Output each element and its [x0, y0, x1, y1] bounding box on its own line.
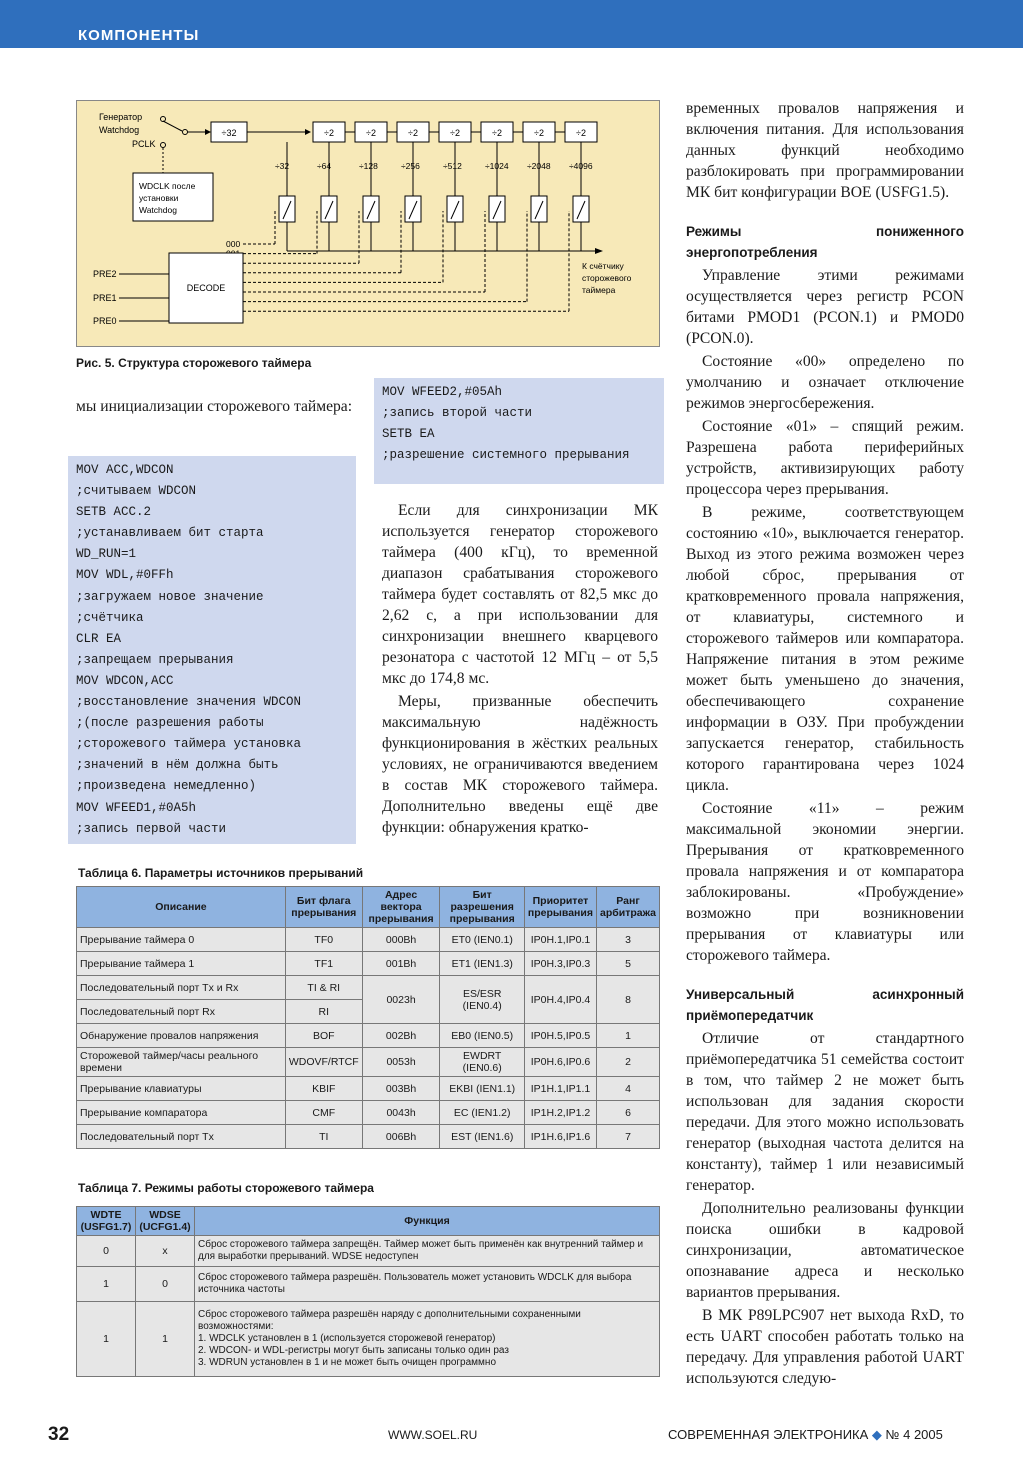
- t6-header: Адрес вектора прерывания: [362, 887, 440, 928]
- t7-cell: 1: [136, 1302, 195, 1377]
- code-line: WD_RUN=1: [76, 547, 137, 562]
- t7-cell: Сброс сторожевого таймера разрешён. Пользователь может установить WDCLK для выбора источника частоты: [195, 1267, 660, 1302]
- wdclk-label-2: установки: [139, 193, 179, 203]
- col3-p7: Дополнительно реализованы функции поиска ошибки в кадровой синхронизации, автоматическое опознавание адреса и несколько вариантов прерывания.: [686, 1200, 964, 1301]
- t6-cell: Прерывание таймера 0: [77, 928, 286, 952]
- issue-number: № 4: [885, 1427, 911, 1442]
- t6-header: Приоритет прерывания: [524, 887, 596, 928]
- col3-p2: Состояние «00» определено по умолчанию и означает отключение режимов энергосбережения.: [686, 353, 964, 412]
- code-line: ;считываем WDCON: [76, 484, 197, 499]
- t6-cell: KBIF: [285, 1077, 362, 1101]
- tap-label: ÷512: [443, 161, 462, 171]
- col3-p8: В МК P89LPC907 нет выхода RxD, то есть UART способен работать только на передачу. Для управления работой UART используются следую-: [686, 1307, 964, 1387]
- t6-header: Бит разрешения прерывания: [440, 887, 524, 928]
- col1-intro: мы инициализации сторожевого таймера:: [76, 398, 353, 415]
- watchdog-modes-table: [76, 1206, 660, 1377]
- code-line: ;произведена немедленно): [76, 779, 257, 794]
- tap-label: ÷64: [317, 161, 332, 171]
- table-row: [77, 1101, 660, 1125]
- pre1-label: PRE1: [93, 293, 117, 303]
- code-block-1: [68, 456, 356, 844]
- pclk-label: PCLK: [132, 139, 156, 149]
- col2-p2: Меры, призванные обеспечить максимальную надёжность функционирования в жёстких реальных условиях, не ограничиваются введением в состав МК сторожевого таймера. Дополнительно введены ещё две функции: обнаружения кратко-: [382, 693, 658, 836]
- out-label-1: К счётчику: [582, 261, 624, 271]
- t6-cell: RI: [285, 1000, 362, 1024]
- t6-cell: 001Bh: [362, 952, 440, 976]
- tap-label: ÷1024: [485, 161, 509, 171]
- t6-cell: EST (IEN1.6): [440, 1125, 524, 1149]
- t6-cell: 0043h: [362, 1101, 440, 1125]
- table-row: [77, 1125, 660, 1149]
- code-block-2: [374, 378, 664, 484]
- t6-cell: 006Bh: [362, 1125, 440, 1149]
- code-line: ;запись первой части: [76, 821, 227, 836]
- t6-cell: CMF: [285, 1101, 362, 1125]
- col3-p3: Состояние «01» – спящий режим. Разрешена работа периферийных устройств, активизирующих работу процессора через прерывания.: [686, 418, 964, 498]
- t6-cell: IP0H.5,IP0.5: [524, 1024, 596, 1048]
- t6-cell: IP0H.4,IP0.4: [524, 976, 596, 1024]
- divider-label: ÷2: [408, 128, 418, 138]
- t6-cell: EC (IEN1.2): [440, 1101, 524, 1125]
- wdclk-label-3: Watchdog: [139, 205, 177, 215]
- tap-label: ÷4096: [569, 161, 593, 171]
- section-title: КОМПОНЕНТЫ: [78, 27, 200, 44]
- t6-cell: 5: [597, 952, 660, 976]
- t6-cell: Прерывание таймера 1: [77, 952, 286, 976]
- t6-cell: 0053h: [362, 1048, 440, 1077]
- heading-low-power: Режимы пониженного энергопотребления: [686, 224, 964, 260]
- t6-cell: 0023h: [362, 976, 440, 1024]
- table-row: [77, 952, 660, 976]
- t6-cell: IP1H.6,IP1.6: [524, 1125, 596, 1149]
- interrupt-sources-table: [76, 886, 660, 1149]
- t6-cell: EB0 (IEN0.5): [440, 1024, 524, 1048]
- col3-p1: Управление этими режимами осуществляется через регистр PCON битами PMOD1 (PCON.1) и PMOD0 (PCON.0).: [686, 267, 964, 347]
- t6-cell: EKBI (IEN1.1): [440, 1077, 524, 1101]
- t6-cell: Последовательный порт Tx и Rx: [77, 976, 286, 1000]
- code-line: ;сторожевого таймера установка: [76, 737, 302, 752]
- t6-cell: IP0H.3,IP0.3: [524, 952, 596, 976]
- t6-header: Описание: [77, 887, 286, 928]
- t6-cell: TF0: [285, 928, 362, 952]
- code-line: ;(после разрешения работы: [76, 716, 264, 731]
- code-line: SETB ACC.2: [76, 505, 152, 520]
- t6-cell: IP0H.1,IP0.1: [524, 928, 596, 952]
- code-label: 000: [226, 239, 241, 249]
- site-url: WWW.SOEL.RU: [388, 1428, 478, 1442]
- code-line: SETB EA: [382, 427, 435, 442]
- col2-p1: Если для синхронизации МК используется генератор сторожевого таймера (400 кГц), то временной диапазон срабатывания сторожевого таймера будет составлять от 82,5 мкс до 2,62 с, а при использовании для синхронизации внешнего кварцевого резонатора с частотой 12 МГц – от 5,5 мкс до 174,8 мс.: [382, 502, 658, 687]
- figure-caption: Рис. 5. Структура сторожевого таймера: [76, 356, 312, 370]
- t6-cell: EWDRT (IEN0.6): [440, 1048, 524, 1077]
- table-row: [77, 976, 660, 1000]
- t6-cell: WDOVF/RTCF: [285, 1048, 362, 1077]
- divider-label: ÷2: [492, 128, 502, 138]
- section-header-bar: [0, 0, 1023, 48]
- t6-cell: 000Bh: [362, 928, 440, 952]
- diamond-icon: ◆: [871, 1427, 882, 1442]
- divider-label: ÷2: [576, 128, 586, 138]
- t6-cell: 6: [597, 1101, 660, 1125]
- t6-cell: Сторожевой таймер/часы реального времени: [77, 1048, 286, 1077]
- t6-cell: Прерывание клавиатуры: [77, 1077, 286, 1101]
- divider-label: ÷2: [324, 128, 334, 138]
- journal-footer: [668, 1427, 943, 1443]
- journal-name: СОВРЕМЕННАЯ ЭЛЕКТРОНИКА: [668, 1427, 869, 1442]
- divider-label: ÷2: [450, 128, 460, 138]
- gen-label-2: Watchdog: [99, 125, 140, 135]
- col3-p6: Отличие от стандартного приёмопередатчика 51 семейства состоит в том, что таймер 2 не может быть использован для задания скорости передачи. Для этого можно использовать генератор (выходная частота делится на константу), таймер 1 или независимый генератор.: [686, 1030, 964, 1194]
- code-line: ;запись второй части: [382, 406, 533, 421]
- table-row: [77, 1236, 660, 1267]
- t7-cell: 0: [136, 1267, 195, 1302]
- table-row: [77, 928, 660, 952]
- t6-cell: BOF: [285, 1024, 362, 1048]
- t6-cell: 1: [597, 1024, 660, 1048]
- t7-cell: 0: [77, 1236, 136, 1267]
- t7-cell: Сброс сторожевого таймера запрещён. Таймер может быть применён как внутренний таймер и для выработки прерываний. WDSE недоступен: [195, 1236, 660, 1267]
- t6-cell: ET1 (IEN1.3): [440, 952, 524, 976]
- issue-year: 2005: [913, 1427, 943, 1442]
- col3-p4: В режиме, соответствующем состоянию «10», выключается генератор. Выход из этого режима возможен через любой сброс, прерывания от кратковременного провала напряжения, от клавиатуры, системного и сторожевого таймеров или компаратора. Напряжение питания в этом режиме может быть уменьшено до значения, обеспечивающего сохранение информации в ОЗУ. При пробуждении запускается генератор, стабильность которого гарантирована через 1024 цикла.: [686, 504, 964, 794]
- t6-cell: Последовательный порт Rx: [77, 1000, 286, 1024]
- t6-cell: 3: [597, 928, 660, 952]
- t6-cell: 003Bh: [362, 1077, 440, 1101]
- t7-header: WDTE (USFG1.7): [77, 1207, 136, 1236]
- t7-line: 1. WDCLK установлен в 1 (используется сторожевой генератор): [198, 1333, 496, 1344]
- decode-label: DECODE: [186, 283, 226, 293]
- t7-line: 2. WDCON- и WDL-регистры могут быть записаны только один раз: [198, 1345, 509, 1356]
- code-line: MOV WFEED1,#0A5h: [76, 800, 197, 815]
- t6-cell: ET0 (IEN0.1): [440, 928, 524, 952]
- out-label-2: сторожевого: [582, 273, 632, 283]
- t6-cell: Прерывание компаратора: [77, 1101, 286, 1125]
- out-label-3: таймера: [582, 285, 616, 295]
- table-row: [77, 1267, 660, 1302]
- page-number: 32: [48, 1424, 70, 1445]
- tap-label: ÷2048: [527, 161, 551, 171]
- wdclk-label-1: WDCLK после: [139, 181, 196, 191]
- t6-cell: Последовательный порт Tx: [77, 1125, 286, 1149]
- code-line: ;запрещаем прерывания: [76, 652, 234, 667]
- tap-label: ÷256: [401, 161, 420, 171]
- col3-p0: временных провалов напряжения и включения питания. Для использования данных функций необходимо разблокировать при программировании МК бит конфигурации BOE (USFG1.5).: [686, 100, 964, 201]
- t6-header: Ранг арбитража: [597, 887, 660, 928]
- pre2-label: PRE2: [93, 269, 117, 279]
- table-row: [77, 1024, 660, 1048]
- table6-caption: Таблица 6. Параметры источников прерываний: [78, 866, 364, 880]
- watchdog-diagram: [77, 101, 659, 346]
- col3-p5: Состояние «11» – режим максимальной экономии энергии. Прерывания от кратковременного провала напряжения и от компаратора заблокированы. «Пробуждение» возможно при возникновении прерывания от клавиатуры или сторожевого таймера.: [686, 800, 964, 964]
- code-line: MOV ACC,WDCON: [76, 463, 174, 477]
- t7-cell: 1: [77, 1302, 136, 1377]
- t6-cell: ES/ESR (IEN0.4): [440, 976, 524, 1024]
- t6-cell: 7: [597, 1125, 660, 1149]
- code-line: MOV WDCON,ACC: [76, 673, 174, 688]
- t7-header: Функция: [195, 1207, 660, 1236]
- t6-header: Бит флага прерывания: [285, 887, 362, 928]
- table-row: [77, 1302, 660, 1377]
- t6-cell: IP1H.1,IP1.1: [524, 1077, 596, 1101]
- code-line: ;разрешение системного прерывания: [382, 448, 630, 463]
- table-row: [77, 1048, 660, 1077]
- t6-cell: TF1: [285, 952, 362, 976]
- watchdog-structure-figure: [76, 100, 660, 347]
- code-line: ;устанавливаем бит старта: [76, 526, 264, 541]
- t7-line: Сброс сторожевого таймера разрешён наряду с дополнительными сохраненными возможностями:: [198, 1309, 581, 1332]
- code-line: CLR EA: [76, 631, 122, 646]
- t6-cell: TI: [285, 1125, 362, 1149]
- t6-cell: 8: [597, 976, 660, 1024]
- code-line: ;загружаем новое значение: [76, 589, 264, 604]
- code-line: ;восстановление значения WDCON: [76, 695, 302, 710]
- t6-cell: IP0H.6,IP0.6: [524, 1048, 596, 1077]
- divider-label: ÷2: [534, 128, 544, 138]
- t6-cell: TI & RI: [285, 976, 362, 1000]
- heading-uart: Универсальный асинхронный приёмопередатчик: [686, 987, 964, 1023]
- t6-cell: 2: [597, 1048, 660, 1077]
- t6-cell: 002Bh: [362, 1024, 440, 1048]
- divider-label: ÷2: [366, 128, 376, 138]
- t7-cell: 1: [77, 1267, 136, 1302]
- code-line: ;счётчика: [76, 610, 144, 625]
- code-line: ;значений в нём должна быть: [76, 758, 279, 773]
- t6-cell: 4: [597, 1077, 660, 1101]
- tap-label: ÷32: [275, 161, 290, 171]
- t7-cell: x: [136, 1236, 195, 1267]
- t7-line: 3. WDRUN установлен в 1 и не может быть очищен программно: [198, 1357, 497, 1368]
- t6-cell: Обнаружение провалов напряжения: [77, 1024, 286, 1048]
- t7-header: WDSE (UCFG1.4): [136, 1207, 195, 1236]
- t6-cell: IP1H.2,IP1.2: [524, 1101, 596, 1125]
- t7-cell: [195, 1302, 660, 1377]
- code-line: MOV WDL,#0FFh: [76, 568, 174, 583]
- gen-label-1: Генератор: [99, 112, 143, 122]
- pre0-label: PRE0: [93, 316, 117, 326]
- code-line: MOV WFEED2,#05Ah: [382, 385, 503, 399]
- div32-label: ÷32: [221, 128, 237, 138]
- tap-label: ÷128: [359, 161, 378, 171]
- table7-caption: Таблица 7. Режимы работы сторожевого таймера: [78, 1181, 374, 1195]
- table-row: [77, 1077, 660, 1101]
